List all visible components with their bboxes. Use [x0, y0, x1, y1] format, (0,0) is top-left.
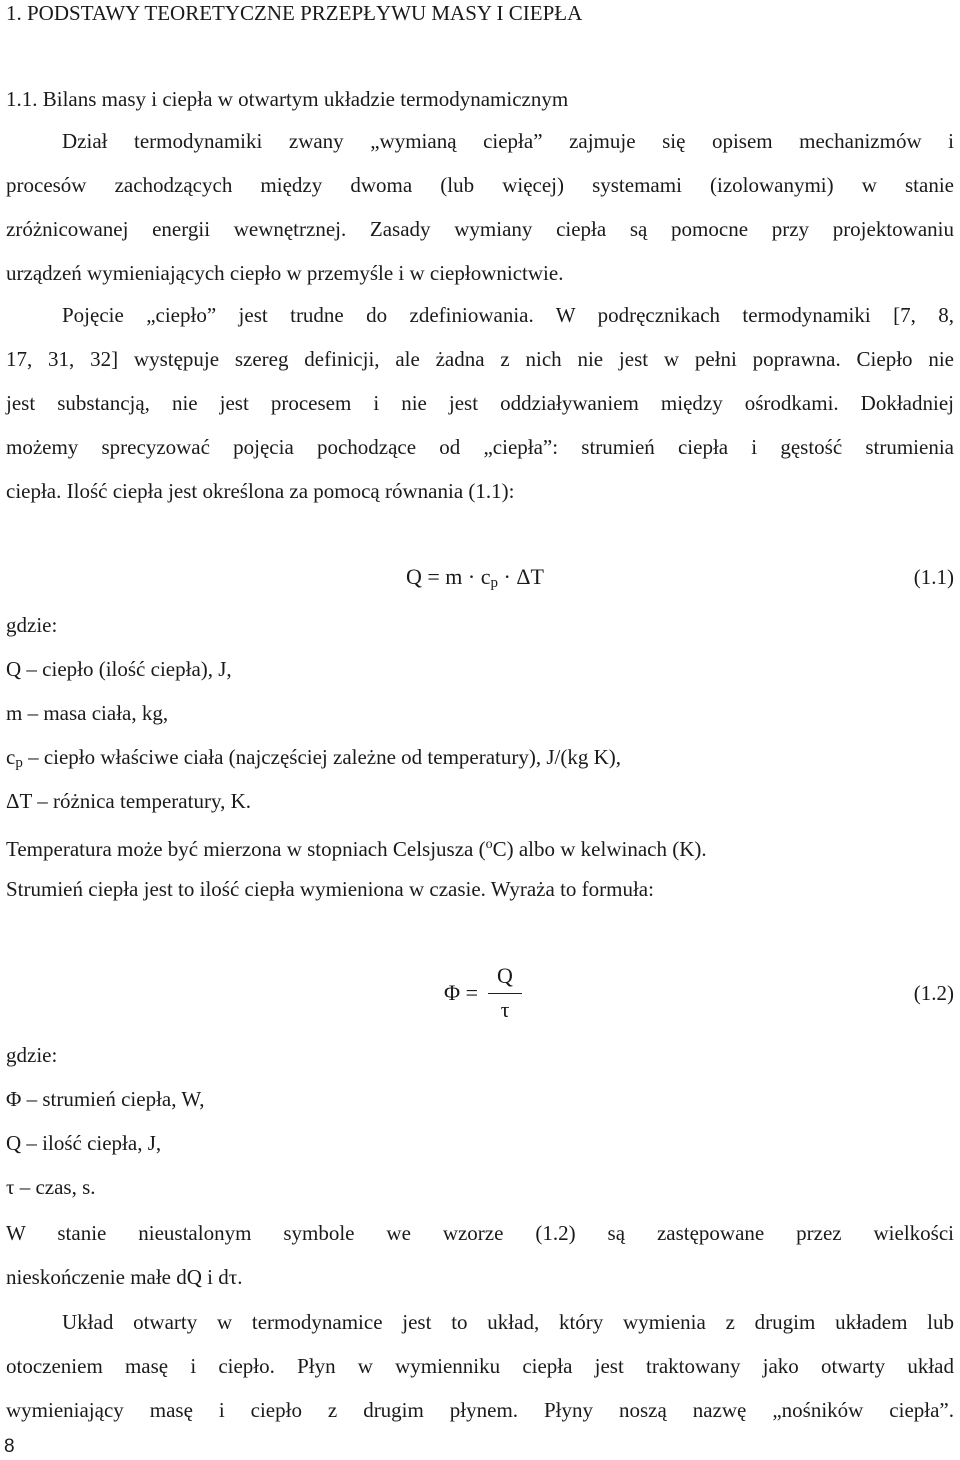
paragraph-line: W stanie nieustalonym symbole we wzorze (1.2) są zastępowane przez wielkości [6, 1221, 954, 1245]
paragraph-line: urządzeń wymieniających ciepło w przemyśle i w ciepłownictwie. [6, 261, 564, 285]
section-heading: 1. PODSTAWY TEORETYCZNE PRZEPŁYWU MASY I CIEPŁA [6, 1, 583, 25]
definition-item: Φ – strumień ciepła, W, [6, 1087, 205, 1111]
cp-text: – ciepło właściwe ciała (najczęściej zależne od temperatury), J/(kg K), [22, 745, 622, 769]
fraction-denominator: τ [500, 997, 510, 1022]
paragraph-line: Strumień ciepła jest to ilość ciepła wymieniona w czasie. Wyraża to formuła: [6, 877, 654, 901]
paragraph-line: Pojęcie „ciepło” jest trudne do zdefiniowania. W podręcznikach termodynamiki [7, 8, [62, 303, 954, 327]
definition-item: Q – ilość ciepła, J, [6, 1131, 162, 1155]
equation-1-1 [406, 562, 544, 598]
definition-item [6, 744, 621, 776]
cp-subscript: p [15, 755, 23, 771]
where-label: gdzie: [6, 613, 58, 637]
paragraph-line: Układ otwarty w termodynamice jest to układ, który wymienia z drugim układem lub [62, 1310, 954, 1334]
paragraph-line: Dział termodynamiki zwany „wymianą ciepła” zajmuje się opisem mechanizmów i [62, 129, 954, 153]
where-label: gdzie: [6, 1043, 58, 1067]
paragraph-line: zróżnicowanej energii wewnętrznej. Zasady wymiany ciepła są pomocne przy projektowaniu [6, 217, 954, 241]
cp-symbol: c [6, 745, 16, 769]
equation-rhs: · ΔT [498, 564, 544, 589]
equation-subscript: p [490, 575, 498, 591]
equation-number: (1.1) [913, 565, 954, 589]
equation-1-2-lhs: Φ = [444, 980, 478, 1005]
paragraph-line [6, 832, 707, 862]
paragraph-line: ciepła. Ilość ciepła jest określona za pomocą równania (1.1): [6, 479, 515, 503]
page-number: 8 [4, 1436, 15, 1457]
fraction-numerator: Q [497, 963, 513, 988]
definition-item: m – masa ciała, kg, [6, 701, 169, 725]
paragraph-line: wymieniający masę i ciepło z drugim płynem. Płyny noszą nazwę „nośników ciepła”. [6, 1398, 954, 1422]
fraction-bar [488, 993, 522, 994]
paragraph-line: możemy sprecyzować pojęcia pochodzące od „ciepła”: strumień ciepła i gęstość strumienia [6, 435, 954, 459]
definition-item: Q – ciepło (ilość ciepła), J, [6, 657, 232, 681]
definition-item: ΔT – różnica temperatury, K. [6, 789, 251, 813]
temp-text-a: Temperatura może być mierzona w stopniach Celsjusza ( [6, 837, 486, 861]
degree-sup: o [485, 837, 493, 852]
definition-item: τ – czas, s. [6, 1175, 96, 1199]
paragraph-line: otoczeniem masę i ciepło. Płyn w wymienniku ciepła jest traktowany jako otwarty układ [6, 1354, 954, 1378]
equation-fraction [488, 962, 522, 1024]
equation-lhs: Q = m · c [406, 564, 491, 589]
temp-text-b: C) albo w kelwinach (K). [492, 837, 707, 861]
paragraph-line: nieskończenie małe dQ i dτ. [6, 1265, 243, 1289]
paragraph-line: 17, 31, 32] występuje szereg definicji, ale żadna z nich nie jest w pełni poprawna. Ciepło nie [6, 347, 954, 371]
paragraph-line: procesów zachodzących między dwoma (lub więcej) systemami (izolowanymi) w stanie [6, 173, 954, 197]
subsection-heading: 1.1. Bilans masy i ciepła w otwartym układzie termodynamicznym [6, 87, 569, 111]
equation-number: (1.2) [913, 981, 954, 1005]
paragraph-line: jest substancją, nie jest procesem i nie jest oddziaływaniem między ośrodkami. Dokładniej [6, 391, 954, 415]
